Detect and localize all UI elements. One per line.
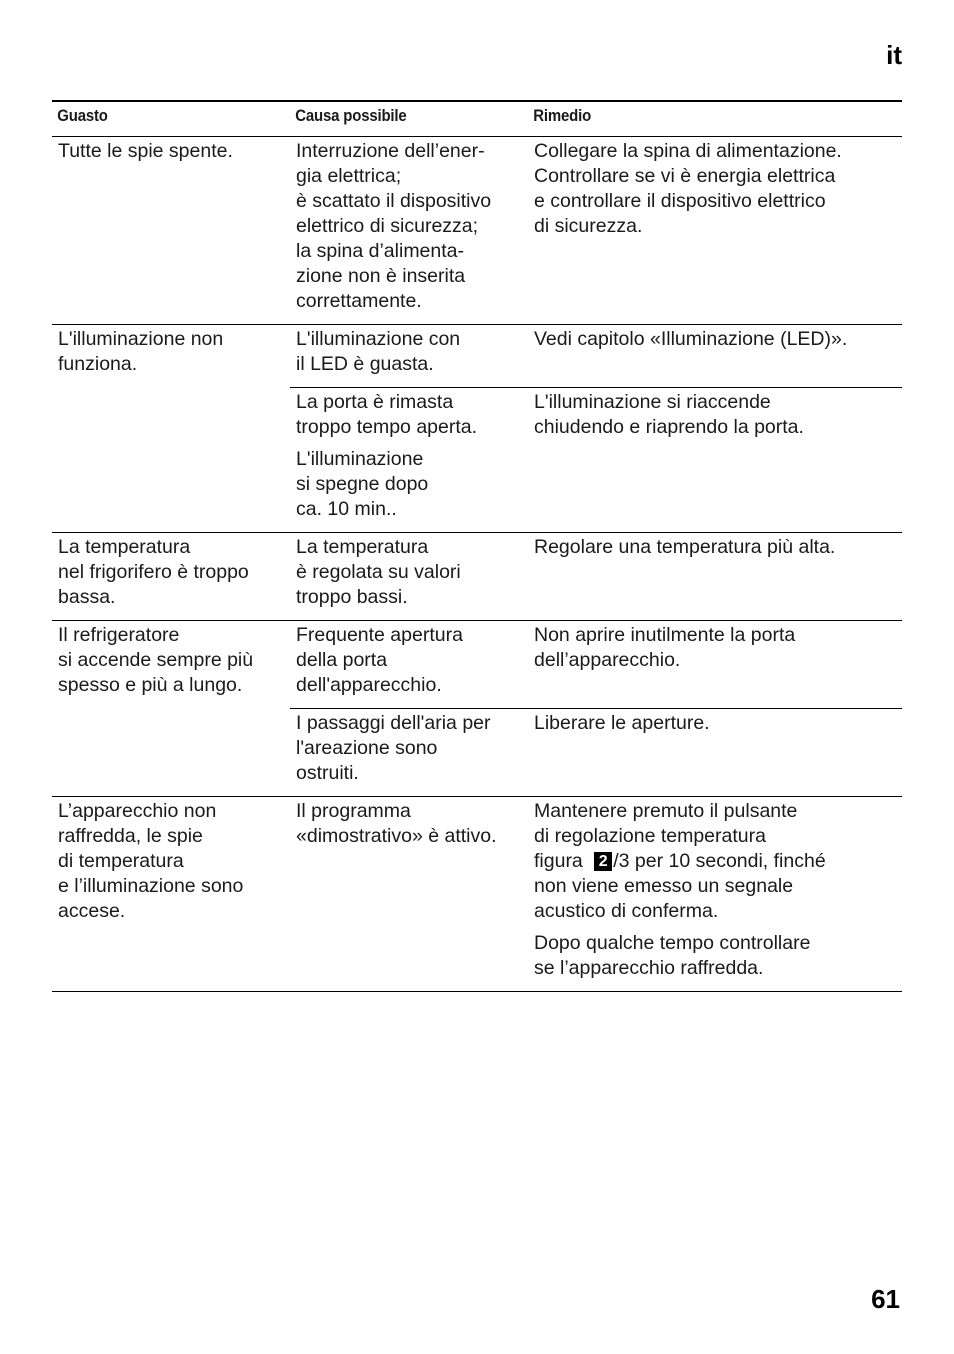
remedy-paragraph: [534, 799, 898, 924]
text-line: non viene emesso un segnale: [534, 875, 794, 897]
cause-cell: [290, 533, 528, 610]
remedy-cell: [528, 797, 902, 981]
table-row: [290, 137, 902, 324]
remedy-cell: [528, 137, 902, 314]
remedy-cell: [528, 325, 902, 377]
remedy-paragraph: [534, 139, 898, 239]
text-line: troppo bassi.: [296, 586, 408, 608]
text-line: Frequente apertura: [296, 624, 463, 646]
text-line: e l’illuminazione sono: [58, 875, 244, 897]
text-line: Interruzione dell’ener-: [296, 140, 485, 162]
remedy-cell: [528, 621, 902, 698]
text-line: dell’apparecchio.: [534, 649, 681, 671]
text-line: L'illuminazione si riaccende: [534, 391, 771, 413]
cause-cell: [290, 137, 528, 314]
cause-cell: [290, 325, 528, 377]
cause-paragraph: [296, 711, 524, 786]
page-number: 61: [871, 1284, 900, 1314]
fault-group: [52, 533, 902, 621]
remedy-paragraph: [534, 327, 898, 352]
remedy-paragraph: [534, 623, 898, 673]
text-line: «dimostrativo» è attivo.: [296, 825, 497, 847]
text-line: L’apparecchio non: [58, 800, 217, 822]
text-line: Tutte le spie spente.: [58, 140, 233, 162]
text-line: Collegare la spina di alimentazione.: [534, 140, 842, 162]
text-line: La porta è rimasta: [296, 391, 454, 413]
cause-paragraph: [296, 327, 524, 377]
remedy-cell: [528, 388, 902, 522]
cause-paragraph: [296, 535, 524, 610]
text-line: troppo tempo aperta.: [296, 416, 478, 438]
cause-cell: [290, 388, 528, 522]
text-line: L'illuminazione non: [58, 328, 224, 350]
cause-cell: [290, 709, 528, 786]
remedy-cell: [528, 533, 902, 610]
text-line: ca. 10 min..: [296, 498, 397, 520]
header-remedy: Rimedio: [533, 106, 592, 125]
text-line: accese.: [58, 900, 126, 922]
text-line: si spegne dopo: [296, 473, 429, 495]
cause-cell: [290, 621, 528, 698]
text-line: Dopo qualche tempo controllare: [534, 932, 811, 954]
text-line: Regolare una temperatura più alta.: [534, 536, 836, 558]
remedy-paragraph: [534, 535, 898, 560]
cause-paragraph: [296, 799, 524, 849]
text-line: funziona.: [58, 353, 138, 375]
fault-group: [52, 621, 902, 797]
cause-rows: [290, 325, 902, 532]
text-line: nel frigorifero è troppo: [58, 561, 249, 583]
fault-group: [52, 137, 902, 325]
fault-cell: [52, 797, 290, 991]
text-line: ostruiti.: [296, 762, 359, 784]
text-line: figura 2 /3 per 10 secondi, finché: [534, 850, 826, 872]
text-line: bassa.: [58, 586, 116, 608]
table-row: [290, 621, 902, 709]
header-cause: Causa possibile: [295, 106, 407, 125]
text-line: e controllare il dispositivo elettrico: [534, 190, 826, 212]
text-line: Mantenere premuto il pulsante: [534, 800, 798, 822]
cause-paragraph: [296, 139, 524, 314]
table-body: [52, 137, 902, 992]
text-line: Il refrigeratore: [58, 624, 180, 646]
troubleshooting-table: [52, 100, 902, 992]
text-line: si accende sempre più: [58, 649, 254, 671]
table-row: [290, 797, 902, 991]
text-line: il LED è guasta.: [296, 353, 434, 375]
table-header: [52, 100, 902, 137]
text-line: Vedi capitolo «Illuminazione (LED)».: [534, 328, 848, 350]
text-line: acustico di conferma.: [534, 900, 719, 922]
fault-cell: [52, 621, 290, 796]
fault-group: [52, 797, 902, 992]
text-line: L'illuminazione: [296, 448, 424, 470]
fault-group: [52, 325, 902, 533]
text-line: Il programma: [296, 800, 411, 822]
figure-reference-badge: 2: [594, 852, 612, 871]
cause-cell: [290, 797, 528, 981]
table-row: [290, 388, 902, 532]
remedy-paragraph: [534, 390, 898, 440]
table-row: [290, 709, 902, 796]
text-line: gia elettrica;: [296, 165, 402, 187]
table-row: [290, 325, 902, 388]
text-line: se l’apparecchio raffredda.: [534, 957, 764, 979]
cause-rows: [290, 137, 902, 324]
remedy-cell: [528, 709, 902, 786]
cause-paragraph: [296, 390, 524, 440]
text-line: dell'apparecchio.: [296, 674, 442, 696]
header-fault: Guasto: [57, 106, 108, 125]
text-line: La temperatura: [58, 536, 191, 558]
cause-paragraph: [296, 623, 524, 698]
text-line: la spina d’alimenta-: [296, 240, 465, 262]
text-line: di regolazione temperatura: [534, 825, 766, 847]
text-line: raffredda, le spie: [58, 825, 203, 847]
cause-rows: [290, 621, 902, 796]
remedy-paragraph: [534, 711, 898, 736]
fault-cell: [52, 533, 290, 620]
text-line: L'illuminazione con: [296, 328, 461, 350]
text-line: spesso e più a lungo.: [58, 674, 243, 696]
text-line: correttamente.: [296, 290, 422, 312]
text-line: Liberare le aperture.: [534, 712, 710, 734]
text-line: elettrico di sicurezza;: [296, 215, 479, 237]
table-row: [290, 533, 902, 620]
text-line: Controllare se vi è energia elettrica: [534, 165, 836, 187]
remedy-paragraph: [534, 931, 898, 981]
cause-rows: [290, 533, 902, 620]
cause-paragraph: [296, 447, 524, 522]
text-line: è scattato il dispositivo: [296, 190, 492, 212]
cause-rows: [290, 797, 902, 991]
text-line: zione non è inserita: [296, 265, 466, 287]
text-line: La temperatura: [296, 536, 429, 558]
text-line: I passaggi dell'aria per: [296, 712, 491, 734]
text-line: chiudendo e riaprendo la porta.: [534, 416, 804, 438]
text-line: è regolata su valori: [296, 561, 461, 583]
text-line: Non aprire inutilmente la porta: [534, 624, 796, 646]
text-line: di sicurezza.: [534, 215, 643, 237]
fault-cell: [52, 325, 290, 532]
fault-cell: [52, 137, 290, 324]
language-tag: it: [886, 40, 902, 70]
text-line: della porta: [296, 649, 388, 671]
text-line: di temperatura: [58, 850, 184, 872]
text-line: l'areazione sono: [296, 737, 438, 759]
